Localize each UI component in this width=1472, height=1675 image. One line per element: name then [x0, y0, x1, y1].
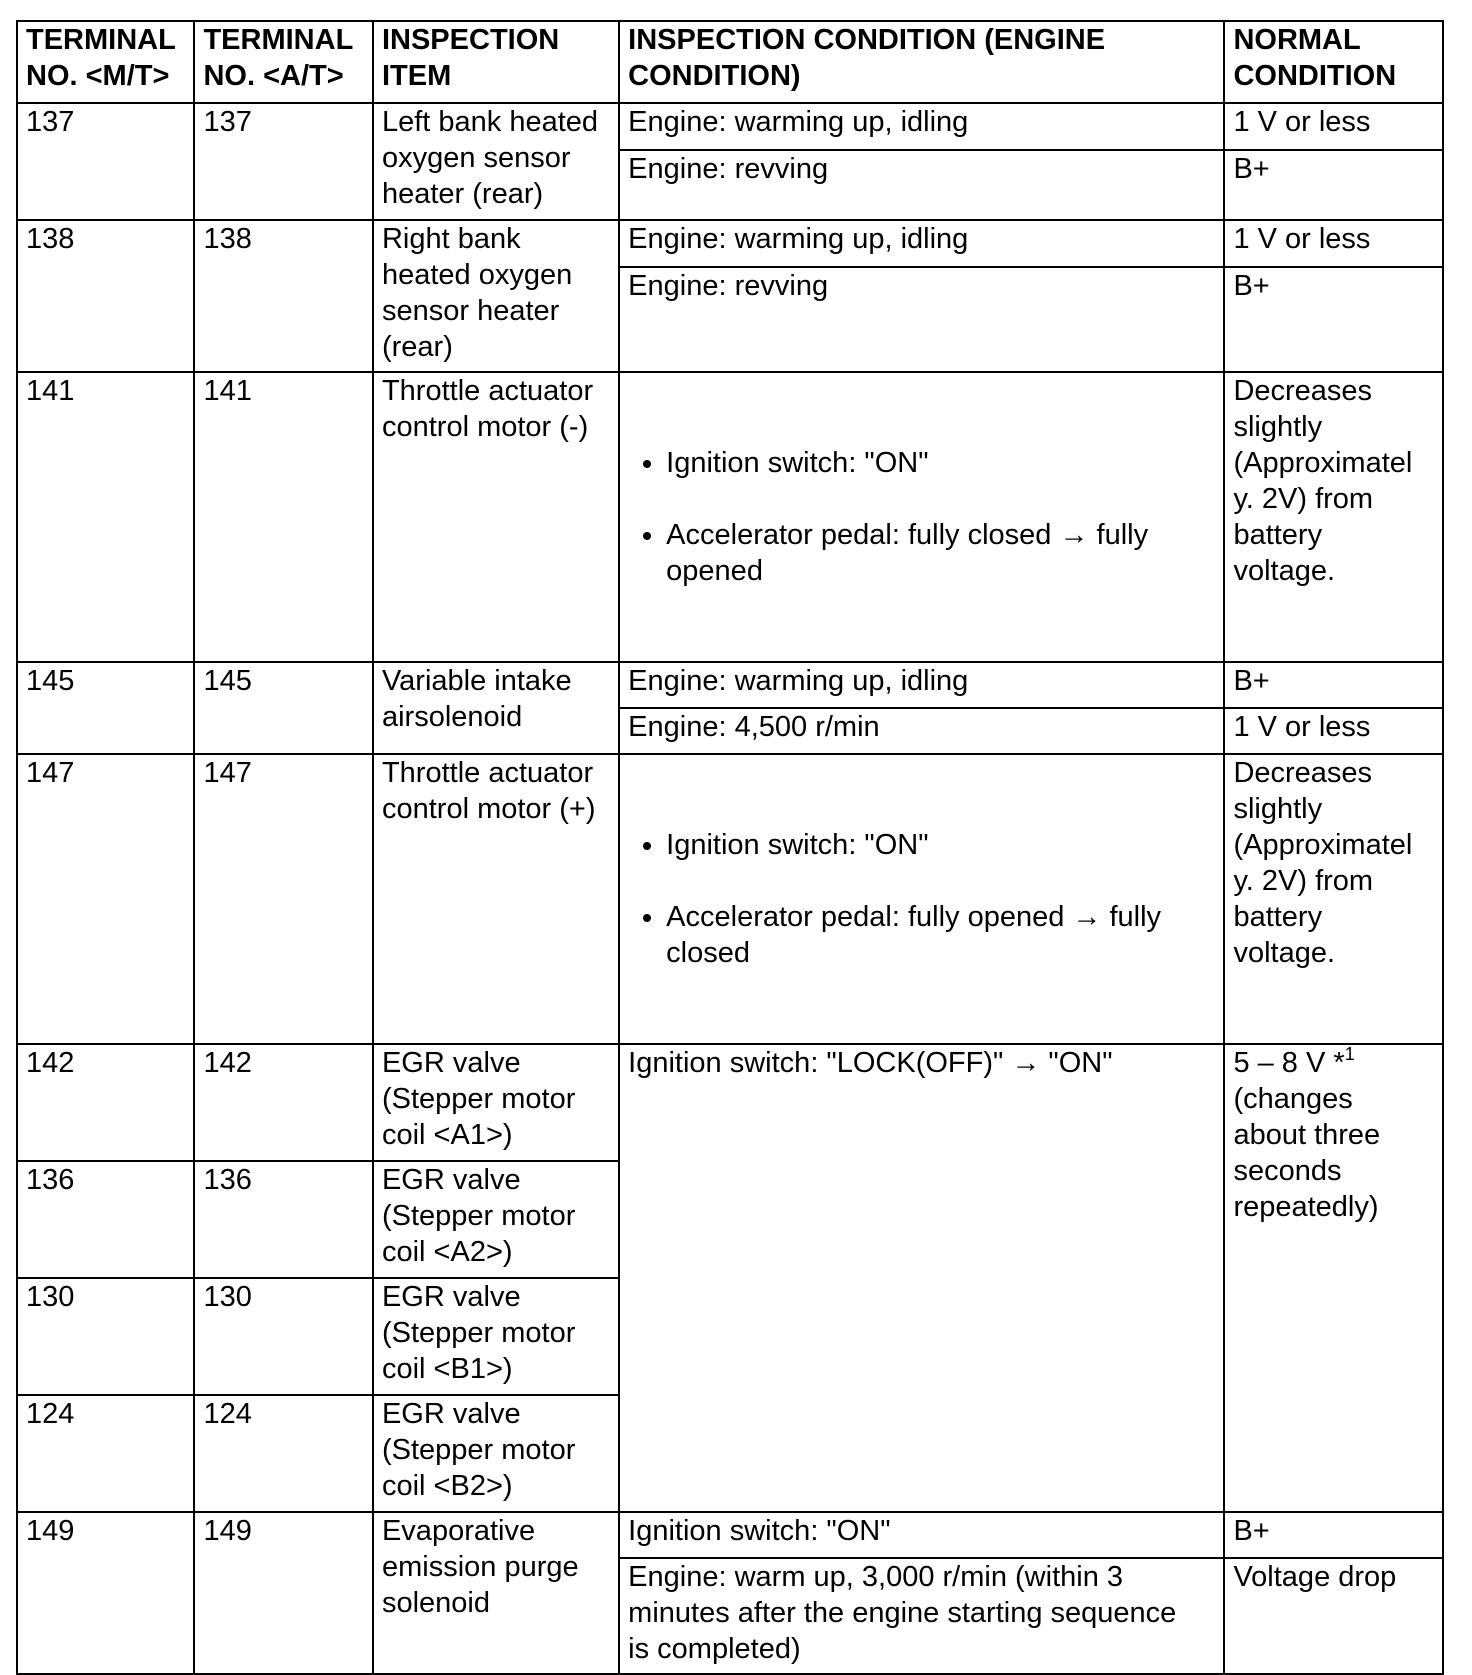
condition-cell — [619, 372, 1224, 662]
inspection-item-cell: EGR valve (Stepper motor coil <A2>) — [373, 1161, 619, 1278]
table-row — [17, 103, 1443, 150]
inspection-item-cell: Left bank heated oxygen sensor heater (rear) — [373, 103, 619, 220]
condition-cell: Engine: warming up, idling — [619, 220, 1224, 267]
header-inspection-condition: INSPECTION CONDITION (ENGINE CONDITION) — [619, 21, 1224, 103]
condition-cell: Engine: warming up, idling — [619, 103, 1224, 150]
condition-cell: Engine: warm up, 3,000 r/min (within 3 minutes after the engine starting sequence is completed) — [619, 1558, 1224, 1674]
normal-cell: Decreases slightly (Approximatel y. 2V) from battery voltage. — [1224, 372, 1443, 662]
normal-cell — [1224, 1044, 1443, 1512]
condition-cell: Ignition switch: "ON" — [619, 1512, 1224, 1558]
condition-bullet: • Ignition switch: "ON" — [666, 445, 1215, 481]
table-row — [17, 1512, 1443, 1558]
terminal-at-cell: 141 — [194, 372, 373, 662]
normal-cell: 1 V or less — [1224, 708, 1443, 754]
normal-cell: B+ — [1224, 150, 1443, 220]
condition-bullet-list — [628, 791, 1215, 1007]
inspection-item-cell: EGR valve (Stepper motor coil <B1>) — [373, 1278, 619, 1395]
condition-cell — [619, 754, 1224, 1044]
terminal-at-cell: 145 — [194, 662, 373, 754]
terminal-inspection-table — [16, 20, 1444, 1675]
inspection-item-cell: Variable intake airsolenoid — [373, 662, 619, 754]
terminal-mt-cell: 130 — [17, 1278, 194, 1395]
table-row — [17, 1044, 1443, 1161]
condition-cell: Ignition switch: "LOCK(OFF)" → "ON" — [619, 1044, 1224, 1512]
condition-bullet: • Ignition switch: "ON" — [666, 827, 1215, 863]
terminal-mt-cell: 141 — [17, 372, 194, 662]
inspection-item-cell: Throttle actuator control motor (-) — [373, 372, 619, 662]
normal-cell: B+ — [1224, 662, 1443, 708]
header-terminal-at: TERMINAL NO. <A/T> — [194, 21, 373, 103]
condition-bullet: • Accelerator pedal: fully opened → fully closed — [666, 899, 1215, 971]
condition-bullet-list — [628, 409, 1215, 625]
egr-voltage-value: 5 – 8 V * — [1233, 1047, 1345, 1079]
condition-cell: Engine: warming up, idling — [619, 662, 1224, 708]
normal-cell: B+ — [1224, 1512, 1443, 1558]
terminal-at-cell: 136 — [194, 1161, 373, 1278]
inspection-item-cell: EGR valve (Stepper motor coil <B2>) — [373, 1395, 619, 1512]
terminal-mt-cell: 138 — [17, 220, 194, 372]
header-terminal-mt: TERMINAL NO. <M/T> — [17, 21, 194, 103]
header-row — [17, 21, 1443, 103]
terminal-at-cell: 137 — [194, 103, 373, 220]
terminal-mt-cell: 145 — [17, 662, 194, 754]
terminal-at-cell: 142 — [194, 1044, 373, 1161]
inspection-item-cell: Throttle actuator control motor (+) — [373, 754, 619, 1044]
terminal-at-cell: 130 — [194, 1278, 373, 1395]
normal-cell: B+ — [1224, 267, 1443, 372]
terminal-at-cell: 124 — [194, 1395, 373, 1512]
inspection-item-cell: Evaporative emission purge solenoid — [373, 1512, 619, 1674]
inspection-item-cell: Right bank heated oxygen sensor heater (rear) — [373, 220, 619, 372]
terminal-at-cell: 147 — [194, 754, 373, 1044]
terminal-mt-cell: 124 — [17, 1395, 194, 1512]
table-row — [17, 220, 1443, 267]
normal-cell: Decreases slightly (Approximatel y. 2V) from battery voltage. — [1224, 754, 1443, 1044]
table-row — [17, 662, 1443, 708]
normal-cell: 1 V or less — [1224, 103, 1443, 150]
table-row — [17, 372, 1443, 662]
terminal-mt-cell: 142 — [17, 1044, 194, 1161]
header-normal-condition: NORMAL CONDITION — [1224, 21, 1443, 103]
condition-cell: Engine: revving — [619, 150, 1224, 220]
condition-bullet: • Accelerator pedal: fully closed → fully opened — [666, 517, 1215, 589]
terminal-mt-cell: 149 — [17, 1512, 194, 1674]
condition-cell: Engine: revving — [619, 267, 1224, 372]
terminal-mt-cell: 147 — [17, 754, 194, 1044]
terminal-mt-cell: 136 — [17, 1161, 194, 1278]
inspection-item-cell: EGR valve (Stepper motor coil <A1>) — [373, 1044, 619, 1161]
terminal-at-cell: 138 — [194, 220, 373, 372]
header-inspection-item: INSPECTION ITEM — [373, 21, 619, 103]
normal-cell: 1 V or less — [1224, 220, 1443, 267]
table-row — [17, 754, 1443, 1044]
terminal-at-cell: 149 — [194, 1512, 373, 1674]
condition-cell: Engine: 4,500 r/min — [619, 708, 1224, 754]
terminal-mt-cell: 137 — [17, 103, 194, 220]
footnote-marker: 1 — [1344, 1044, 1355, 1064]
normal-cell: Voltage drop — [1224, 1558, 1443, 1674]
egr-normal-note: (changes about three seconds repeatedly) — [1233, 1083, 1381, 1223]
